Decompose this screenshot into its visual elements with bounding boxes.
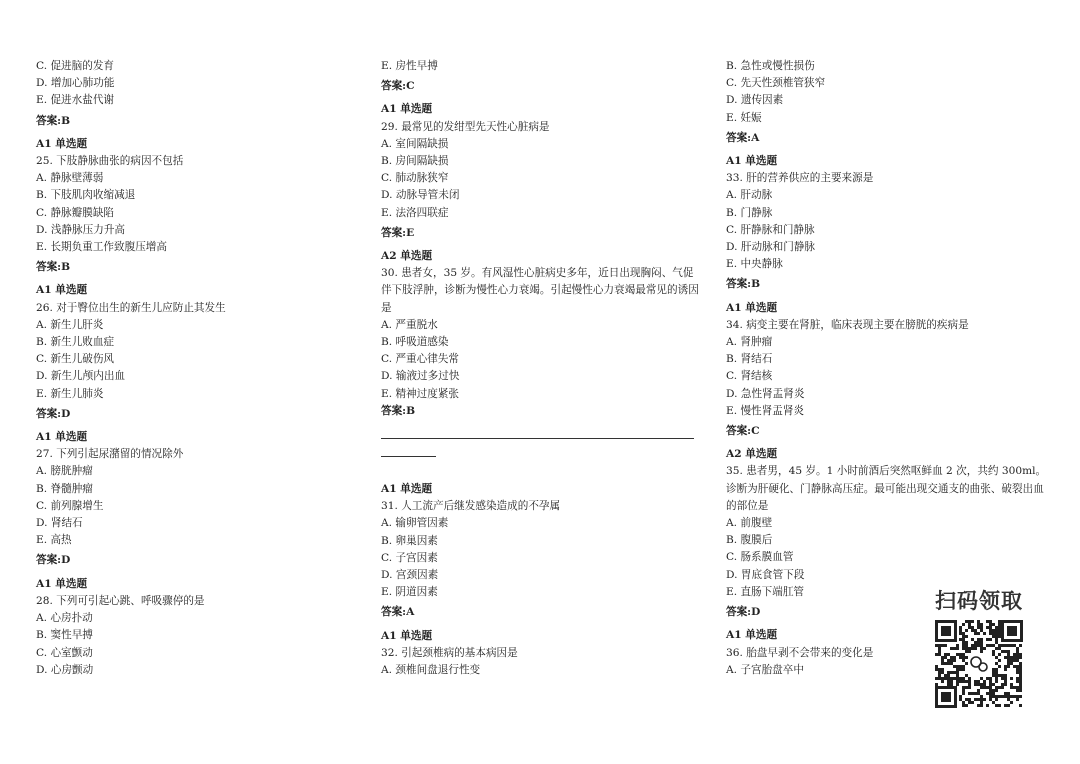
option: C. 新生儿破伤风 — [36, 353, 115, 366]
option: B. 新生儿败血症 — [36, 336, 115, 349]
option: C. 严重心律失常 — [381, 353, 460, 366]
section-divider-short — [381, 456, 436, 457]
option: C. 子宫因素 — [381, 551, 438, 564]
question-type: A2 单选题 — [726, 448, 778, 461]
option: D. 肝动脉和门静脉 — [726, 241, 816, 254]
option: A. 前腹壁 — [726, 517, 773, 530]
option: E. 房性早搏 — [381, 60, 438, 72]
question-type: A1 单选题 — [36, 431, 88, 444]
option: A. 严重脱水 — [381, 318, 438, 331]
option: D. 输液过多过快 — [381, 370, 460, 383]
option: A. 肾肿瘤 — [726, 336, 773, 349]
option: C. 肠系膜血管 — [726, 551, 794, 564]
option: B. 呼吸道感染 — [381, 336, 449, 349]
answer: 答案:A — [726, 131, 760, 144]
option: B. 窦性早搏 — [36, 629, 93, 642]
question-stem: 26. 对于臀位出生的新生儿应防止其发生 — [36, 301, 226, 314]
answer: 答案:D — [36, 554, 71, 567]
option: E. 中央静脉 — [726, 258, 783, 271]
option: A. 心房扑动 — [36, 612, 93, 625]
question-stem: 27. 下列引起尿潴留的情况除外 — [36, 448, 184, 461]
option: B. 脊髓肿瘤 — [36, 482, 93, 495]
option: C. 肝静脉和门静脉 — [726, 223, 815, 236]
option: D. 肾结石 — [36, 517, 83, 530]
option: C. 前列腺增生 — [36, 499, 104, 512]
question-type: A1 单选题 — [726, 301, 778, 314]
question-34 — [726, 300, 1051, 441]
option: E. 法洛四联症 — [381, 206, 449, 219]
option: D. 宫颈因素 — [381, 569, 439, 582]
option: A. 输卵管因素 — [381, 517, 449, 530]
answer: 答案:E — [381, 226, 415, 239]
qr-code-block[interactable] — [926, 585, 1032, 710]
option: D. 增加心肺功能 — [36, 77, 115, 90]
question-stem: 28. 下列可引起心跳、呼吸骤停的是 — [36, 594, 205, 607]
question-type: A1 单选题 — [726, 155, 778, 168]
option: D. 浅静脉压力升高 — [36, 223, 126, 236]
question-stem: 35. 患者男，45 岁。1 小时前酒后突然呕鲜血 2 次，共约 300ml。诊断为肝硬化、门静脉高压症。最可能出现交通支的曲张、破裂出血的部位是 — [726, 465, 1047, 512]
question-type: A2 单选题 — [381, 250, 433, 263]
option: B. 肾结石 — [726, 353, 773, 366]
question-type: A1 单选题 — [36, 577, 88, 590]
answer: 答案:B — [36, 114, 71, 127]
option: B. 下肢肌肉收缩减退 — [36, 189, 136, 202]
option: A. 静脉壁薄弱 — [36, 172, 104, 185]
option: C. 静脉瓣膜缺陷 — [36, 206, 115, 219]
answer: 答案:C — [726, 425, 760, 438]
question-25 — [36, 136, 346, 277]
option: E. 高热 — [36, 534, 72, 547]
question-type: A1 单选题 — [381, 103, 433, 116]
option: A. 肝动脉 — [726, 189, 773, 202]
question-stem: 36. 胎盘早剥不会带来的变化是 — [726, 646, 874, 659]
option: C. 肺动脉狭窄 — [381, 172, 449, 185]
option: D. 心房颤动 — [36, 663, 94, 676]
option: E. 慢性肾盂肾炎 — [726, 404, 805, 417]
question-29 — [381, 101, 699, 242]
option: A. 室间隔缺损 — [381, 137, 449, 150]
question-28 — [36, 576, 346, 679]
question-stem: 30. 患者女，35 岁。有风湿性心脏病史多年，近日出现胸闷、气促伴下肢浮肿，诊断为慢性心力衰竭。引起慢性心力衰竭最常见的诱因是 — [381, 267, 699, 314]
option: E. 促进水盐代谢 — [36, 94, 115, 107]
question-stem: 33. 肝的营养供应的主要来源是 — [726, 172, 874, 185]
answer: 答案:B — [36, 261, 71, 274]
column-2 — [381, 58, 699, 679]
option: E. 阴道因素 — [381, 586, 438, 599]
column-1 — [36, 58, 346, 679]
answer: 答案:B — [726, 278, 761, 291]
answer: 答案:A — [381, 606, 415, 619]
option: A. 新生儿肝炎 — [36, 318, 104, 331]
qr-code-icon[interactable] — [933, 618, 1025, 710]
option: E. 长期负重工作致腹压增高 — [36, 241, 167, 254]
option: C. 肾结核 — [726, 370, 773, 383]
option: E. 新生儿肺炎 — [36, 387, 104, 400]
top-options — [36, 58, 346, 110]
question-32 — [381, 628, 699, 680]
option: B. 门静脉 — [726, 206, 773, 219]
question-type: A1 单选题 — [36, 284, 88, 297]
option: D. 急性肾盂肾炎 — [726, 387, 805, 400]
answer: 答案:D — [726, 606, 761, 619]
question-stem: 31. 人工流产后继发感染造成的不孕属 — [381, 500, 561, 513]
option: B. 急性或慢性损伤 — [726, 60, 815, 72]
option: C. 促进脑的发育 — [36, 60, 115, 72]
question-type: A1 单选题 — [381, 629, 433, 642]
option: D. 遗传因素 — [726, 94, 784, 107]
option: D. 胃底食管下段 — [726, 568, 805, 581]
question-30 — [381, 248, 699, 420]
option: D. 动脉导管未闭 — [381, 189, 460, 202]
question-type: A1 单选题 — [726, 629, 778, 642]
question-type: A1 单选题 — [381, 483, 433, 496]
answer: 答案:D — [36, 407, 71, 420]
option: E. 精神过度紧张 — [381, 387, 460, 400]
option: A. 子宫胎盘卒中 — [726, 663, 804, 676]
option: B. 卵巢因素 — [381, 534, 438, 547]
question-stem: 34. 病变主要在肾脏，临床表现主要在膀胱的疾病是 — [726, 318, 969, 331]
question-type: A1 单选题 — [36, 137, 88, 150]
option: A. 颈椎间盘退行性变 — [381, 664, 481, 677]
answer: 答案:B — [381, 404, 416, 417]
option: C. 心室颤动 — [36, 646, 93, 659]
qr-title: 扫码领取 — [935, 588, 1023, 613]
question-stem: 29. 最常见的发绀型先天性心脏病是 — [381, 120, 550, 133]
section-divider — [381, 438, 694, 439]
question-stem: 25. 下肢静脉曲张的病因不包括 — [36, 155, 184, 168]
option: D. 新生儿颅内出血 — [36, 370, 126, 383]
question-33 — [726, 153, 1051, 294]
question-26 — [36, 282, 346, 423]
option: C. 先天性颈椎管狭窄 — [726, 77, 826, 90]
option: A. 膀胱肿瘤 — [36, 465, 93, 478]
option: B. 房间隔缺损 — [381, 155, 449, 168]
question-31 — [381, 481, 699, 622]
question-27 — [36, 429, 346, 570]
question-stem: 32. 引起颈椎病的基本病因是 — [381, 646, 518, 659]
answer: 答案:C — [381, 80, 415, 93]
option: B. 腹膜后 — [726, 534, 773, 547]
option: E. 直肠下端肛管 — [726, 585, 805, 598]
option: E. 妊娠 — [726, 111, 762, 124]
